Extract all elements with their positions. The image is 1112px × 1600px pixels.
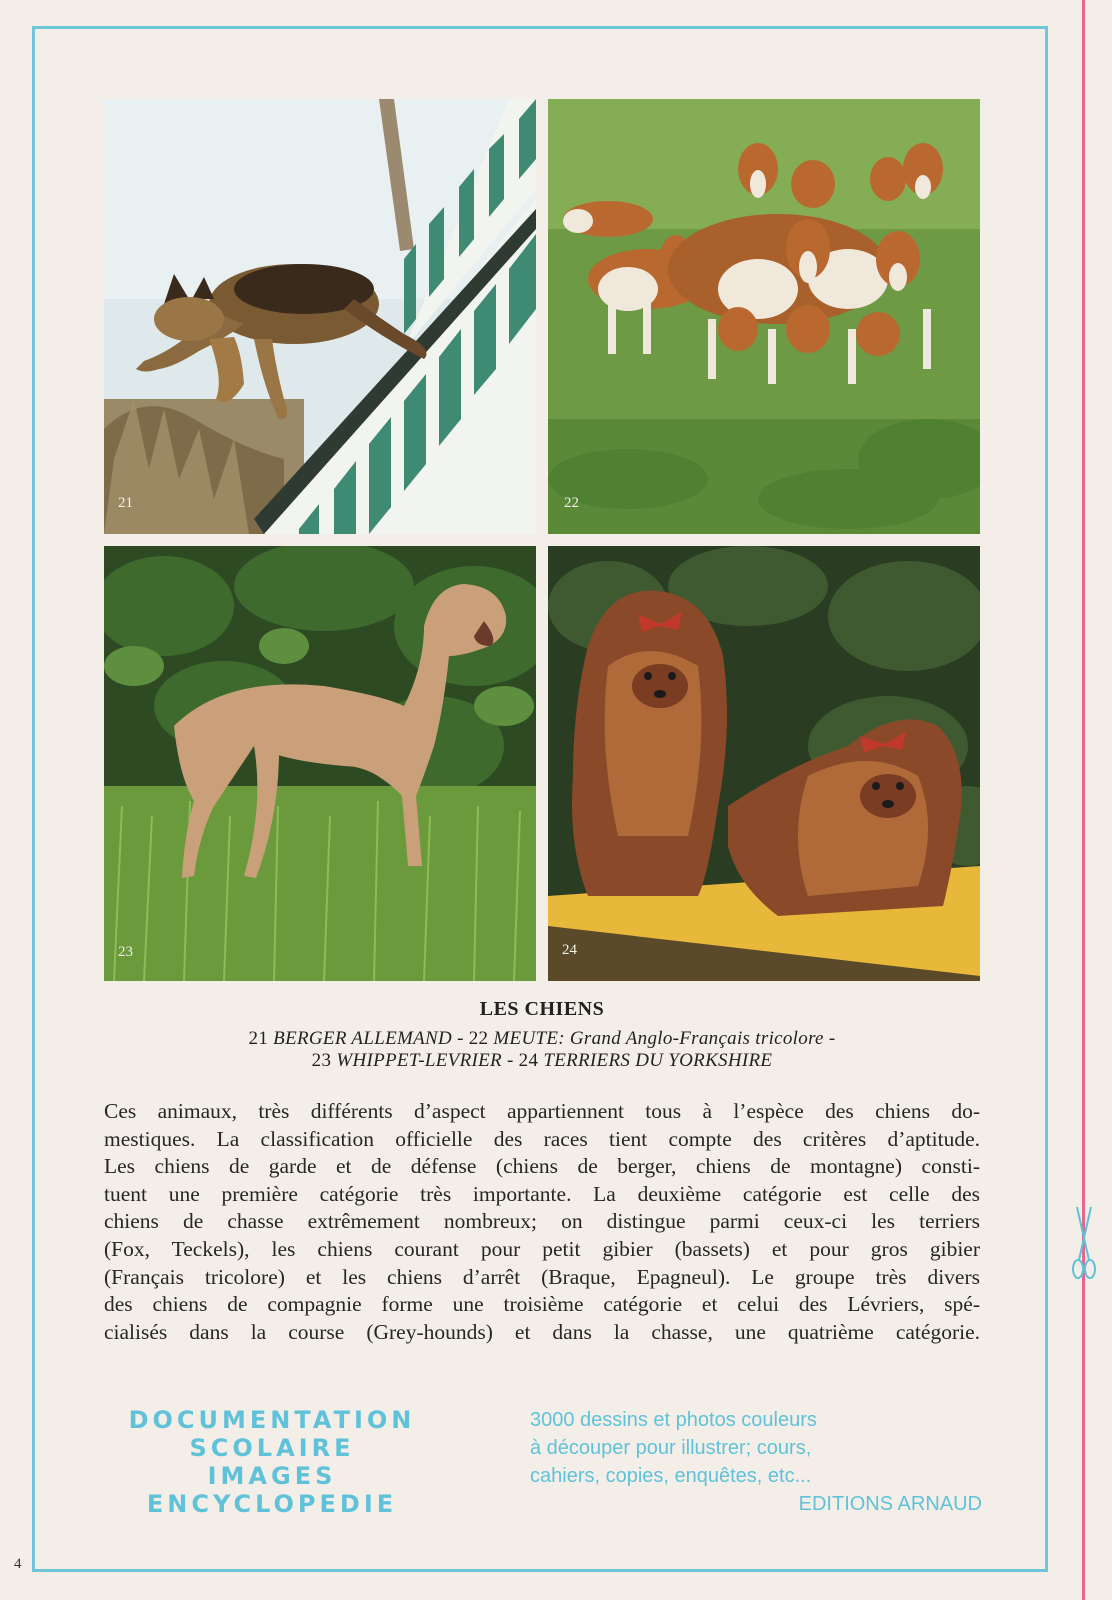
page-number: 4	[14, 1556, 22, 1572]
caption-line-1	[104, 1028, 980, 1050]
body-line: cialisés dans la course (Grey-hounds) et dans la chasse, une quatrième catégorie.	[104, 1319, 980, 1344]
body-line: mestiques. La classification officielle des races tient compte des critères d’aptitude.	[104, 1126, 980, 1151]
body-line: (Fox, Teckels), les chiens courant pour petit gibier (bassets) et pour gros gibier	[104, 1236, 980, 1261]
body-line: chiens de chasse extrêmement nombreux; on distingue parmi ceux-ci les terriers	[104, 1209, 980, 1234]
body-line: tuent une première catégorie très importante. La deuxième catégorie est celle des	[104, 1181, 980, 1206]
caption-title: LES CHIENS	[479, 998, 605, 1020]
body-line: Les chiens de garde et de défense (chiens de berger, chiens de montagne) consti-	[104, 1154, 980, 1179]
photo-terriers-du-yorkshire	[548, 546, 980, 981]
photo-number: 21	[118, 495, 133, 511]
caption-breed: BERGER ALLEMAND	[273, 1028, 453, 1049]
photo-number: 22	[564, 495, 579, 511]
photo-meute	[548, 99, 980, 534]
caption-number: 23	[311, 1050, 337, 1071]
brand-logo	[104, 1406, 440, 1518]
promo-line: 3000 dessins et photos couleurs	[530, 1409, 817, 1431]
caption-separator: -	[823, 1028, 836, 1049]
promo-line: cahiers, copies, enquêtes, etc...	[530, 1465, 812, 1487]
caption-number: - 24	[501, 1050, 544, 1071]
caption-breed: MEUTE: Grand Anglo-Français tricolore	[493, 1028, 824, 1049]
caption-breed: WHIPPET-LEVRIER	[336, 1050, 502, 1071]
margin-line	[1082, 0, 1085, 1600]
photo-number: 23	[118, 944, 133, 960]
body-paragraph	[104, 1098, 980, 1346]
publisher-name: EDITIONS ARNAUD	[798, 1493, 982, 1515]
photo-berger-allemand	[104, 99, 536, 534]
caption-number: 21	[248, 1028, 274, 1049]
body-line: des chiens de compagnie forme une troisième catégorie et celui des Lévriers, spé-	[104, 1292, 980, 1317]
promo-line: à découper pour illustrer; cours,	[530, 1437, 812, 1459]
scissors-icon	[1069, 1205, 1099, 1285]
body-line: Ces animaux, très différents d’aspect appartiennent tous à l’espèce des chiens do-	[104, 1099, 980, 1123]
brand-line: SCOLAIRE	[189, 1434, 355, 1462]
brand-line: IMAGES	[207, 1462, 337, 1490]
brand-line: DOCUMENTATION	[128, 1406, 416, 1434]
photo-number: 24	[562, 942, 577, 958]
photo-whippet-levrier	[104, 546, 536, 981]
promo-text	[530, 1406, 982, 1518]
caption-line-2	[104, 1050, 980, 1072]
caption-number: - 22	[452, 1028, 494, 1049]
caption-breed: TERRIERS DU YORKSHIRE	[543, 1050, 773, 1071]
brand-line: ENCYCLOPEDIE	[146, 1490, 398, 1518]
body-line: (Français tricolore) et les chiens d’arrêt (Braque, Epagneul). Le groupe très divers	[104, 1264, 980, 1289]
